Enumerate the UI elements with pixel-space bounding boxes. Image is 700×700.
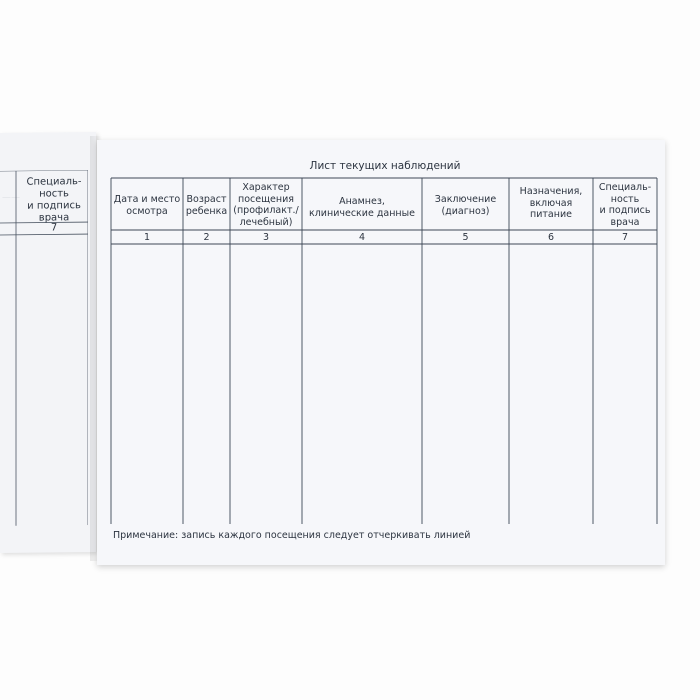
column-header-specialist-signature: Специаль- ность и подпись врача [598, 182, 652, 228]
column-number-5: 5 [462, 232, 469, 243]
observation-sheet-page [97, 140, 665, 565]
column-header-anamnesis: Анамнез, клинические данные [309, 196, 415, 219]
column-number-2: 2 [203, 232, 210, 243]
column-header-child-age: Возраст ребенка [185, 194, 228, 217]
left-page [0, 132, 96, 553]
sheet-title: Лист текущих наблюдений [309, 160, 461, 172]
column-header-prescriptions: Назначения, включая питание [519, 186, 583, 220]
column-header-visit-type: Характер посещения (профилакт./ лечебный) [233, 182, 299, 228]
column-header-date-place: Дата и место осмотра [113, 194, 181, 217]
sheet-footnote: Примечание: запись каждого посещения следует отчеркивать линией [113, 530, 471, 541]
column-header-diagnosis: Заключение (диагноз) [434, 194, 497, 217]
column-number-6: 6 [547, 232, 555, 243]
left-column-header: Специаль- ность и подпись врача [26, 176, 82, 224]
show-through-mark: —— [2, 192, 20, 203]
column-number-4: 4 [358, 232, 366, 243]
left-column-number: 7 [50, 222, 58, 234]
column-number-1: 1 [143, 232, 151, 243]
column-number-3: 3 [262, 232, 270, 243]
column-number-7: 7 [621, 232, 629, 243]
